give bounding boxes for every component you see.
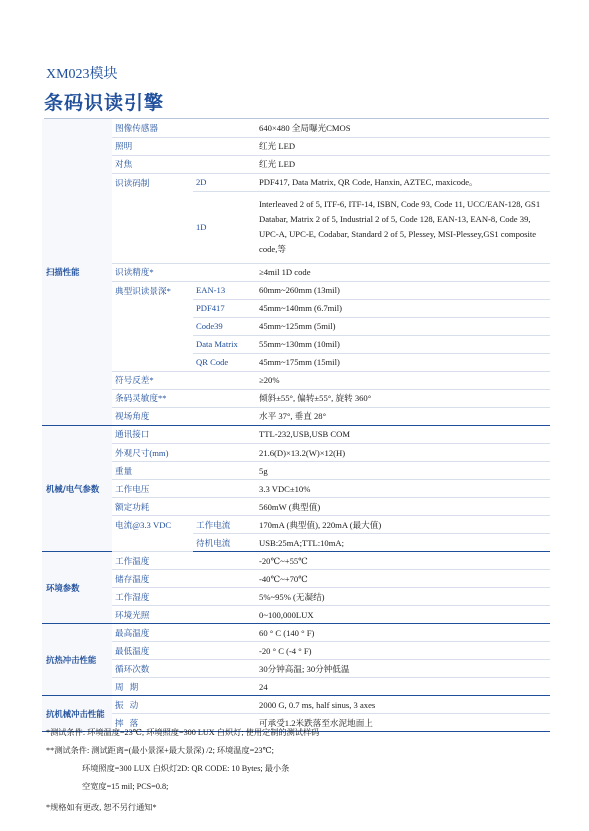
spec-row [42, 444, 550, 462]
category-scan: 扫描性能 [42, 119, 112, 426]
spec-row [42, 119, 550, 137]
spec-value: 21.6(D)×13.2(W)×12(H) [251, 444, 550, 462]
spec-value: Interleaved 2 of 5, ITF-6, ITF-14, ISBN, Code 93, Code 11, UCC/EAN-128, GS1 Databar, Matrix 2 of 5, Industrial 2 of 5, Code 128, EAN-13, EAN-8, Code 39, UPC-A, UPC-E, Codabar, Standard 2 of 5, Plessey, MSI-Plessey,GS1 composite code,等 [251, 191, 550, 263]
spec-row [42, 155, 550, 173]
spec-value: ≥4mil 1D code [251, 263, 550, 281]
spec-value: 0~100,000LUX [251, 606, 550, 624]
spec-name: 重量 [112, 462, 251, 480]
spec-name: 额定功耗 [112, 498, 251, 516]
spec-value: ≥20% [251, 371, 550, 389]
spec-value: PDF417, Data Matrix, QR Code, Hanxin, AZTEC, maxicode。 [251, 173, 550, 191]
note-line: *测试条件: 环境温度=23℃; 环境照度=300 LUX 白炽灯; 使用定制的测试样码 [46, 728, 320, 737]
spec-row [42, 552, 550, 570]
spec-name: 振动 [112, 696, 251, 714]
spec-row [42, 263, 550, 281]
spec-row [42, 606, 550, 624]
spec-value: 60 ° C (140 ° F) [251, 624, 550, 642]
spec-row [42, 588, 550, 606]
spec-sub: PDF417 [193, 299, 251, 317]
spec-value: 30分钟高温; 30分钟低温 [251, 660, 550, 678]
note-line: **测试条件: 测试距离=(最小景深+最大景深) /2; 环境温度=23℃; [46, 746, 274, 755]
spec-name: 最低温度 [112, 642, 251, 660]
spec-value: -20 ° C (-4 ° F) [251, 642, 550, 660]
spec-name: 图像传感器 [112, 119, 251, 137]
spec-sub: 1D [193, 191, 251, 263]
spec-value: 水平 37°, 垂直 28° [251, 407, 550, 425]
spec-row [42, 660, 550, 678]
spec-value: 2000 G, 0.7 ms, half sinus, 3 axes [251, 696, 550, 714]
category-thermal: 抗热冲击性能 [42, 624, 112, 696]
spec-name: 照明 [112, 137, 251, 155]
spec-row [42, 570, 550, 588]
spec-name: 工作电压 [112, 480, 251, 498]
spec-value: 红光 LED [251, 155, 550, 173]
spec-name: 储存温度 [112, 570, 251, 588]
spec-name: 环境光照 [112, 606, 251, 624]
spec-row [42, 498, 550, 516]
spec-value: 640×480 全局曝光CMOS [251, 119, 550, 137]
spec-name: 工作温度 [112, 552, 251, 570]
spec-value: 24 [251, 678, 550, 696]
spec-value: 45mm~140mm (6.7mil) [251, 299, 550, 317]
spec-value: -40℃~+70℃ [251, 570, 550, 588]
spec-row [42, 462, 550, 480]
spec-sub: 待机电流 [193, 534, 251, 552]
spec-name: 视场角度 [112, 407, 251, 425]
spec-row [42, 426, 550, 444]
spec-value: 45mm~125mm (5mil) [251, 317, 550, 335]
spec-row [42, 696, 550, 714]
spec-row [42, 678, 550, 696]
spec-name: 条码灵敏度** [112, 389, 251, 407]
spec-value: 560mW (典型值) [251, 498, 550, 516]
note-line: 空宽度=15 mil; PCS=0.8; [82, 782, 169, 791]
spec-row [42, 624, 550, 642]
spec-row [42, 173, 550, 191]
spec-sub: Data Matrix [193, 335, 251, 353]
spec-name: 摔落 [112, 714, 251, 732]
spec-row [42, 281, 550, 299]
spec-name: 符号反差* [112, 371, 251, 389]
spec-value: 可承受1.2米跌落至水泥地面上 [251, 714, 550, 732]
spec-sub: 2D [193, 173, 251, 191]
spec-name: 识读精度* [112, 263, 251, 281]
spec-row [42, 642, 550, 660]
spec-value: -20℃~+55℃ [251, 552, 550, 570]
spec-row [42, 480, 550, 498]
spec-name: 循环次数 [112, 660, 251, 678]
spec-sub: EAN-13 [193, 281, 251, 299]
spec-value: 倾斜±55°, 偏转±55°, 旋转 360° [251, 389, 550, 407]
spec-row [42, 407, 550, 425]
spec-table [42, 119, 550, 732]
category-env: 环境参数 [42, 552, 112, 624]
spec-name: 外观尺寸(mm) [112, 444, 251, 462]
footnote: *规格如有更改, 恕不另行通知* [46, 803, 157, 812]
spec-name: 典型识读景深* [112, 281, 193, 371]
spec-name: 最高温度 [112, 624, 251, 642]
spec-value: 3.3 VDC±10% [251, 480, 550, 498]
spec-row [42, 389, 550, 407]
model-name: XM023模块 [46, 67, 118, 82]
category-mech: 机械/电气参数 [42, 426, 112, 552]
spec-value: 5%~95% (无凝结) [251, 588, 550, 606]
category-shock: 抗机械冲击性能 [42, 696, 112, 732]
spec-value: 45mm~175mm (15mil) [251, 353, 550, 371]
spec-name: 电流@3.3 VDC [112, 516, 193, 552]
spec-value: 60mm~260mm (13mil) [251, 281, 550, 299]
spec-name: 对焦 [112, 155, 251, 173]
spec-value: TTL-232,USB,USB COM [251, 426, 550, 444]
test-notes [46, 724, 319, 796]
spec-sub: QR Code [193, 353, 251, 371]
spec-sub: Code39 [193, 317, 251, 335]
spec-value: 5g [251, 462, 550, 480]
page-title: 条码识读引擎 [44, 92, 165, 114]
note-line: 环境照度=300 LUX 白炽灯2D: QR CODE: 10 Bytes; 最小条 [82, 764, 290, 773]
spec-value: 170mA (典型值), 220mA (最大值) [251, 516, 550, 534]
spec-name: 识读码制 [112, 173, 193, 263]
spec-name: 工作湿度 [112, 588, 251, 606]
spec-value: 55mm~130mm (10mil) [251, 335, 550, 353]
spec-sub: 工作电流 [193, 516, 251, 534]
spec-row [42, 371, 550, 389]
spec-row [42, 516, 550, 534]
spec-value: USB:25mA;TTL:10mA; [251, 534, 550, 552]
spec-name: 周期 [112, 678, 251, 696]
spec-row [42, 137, 550, 155]
spec-name: 通讯接口 [112, 426, 251, 444]
spec-value: 红光 LED [251, 137, 550, 155]
